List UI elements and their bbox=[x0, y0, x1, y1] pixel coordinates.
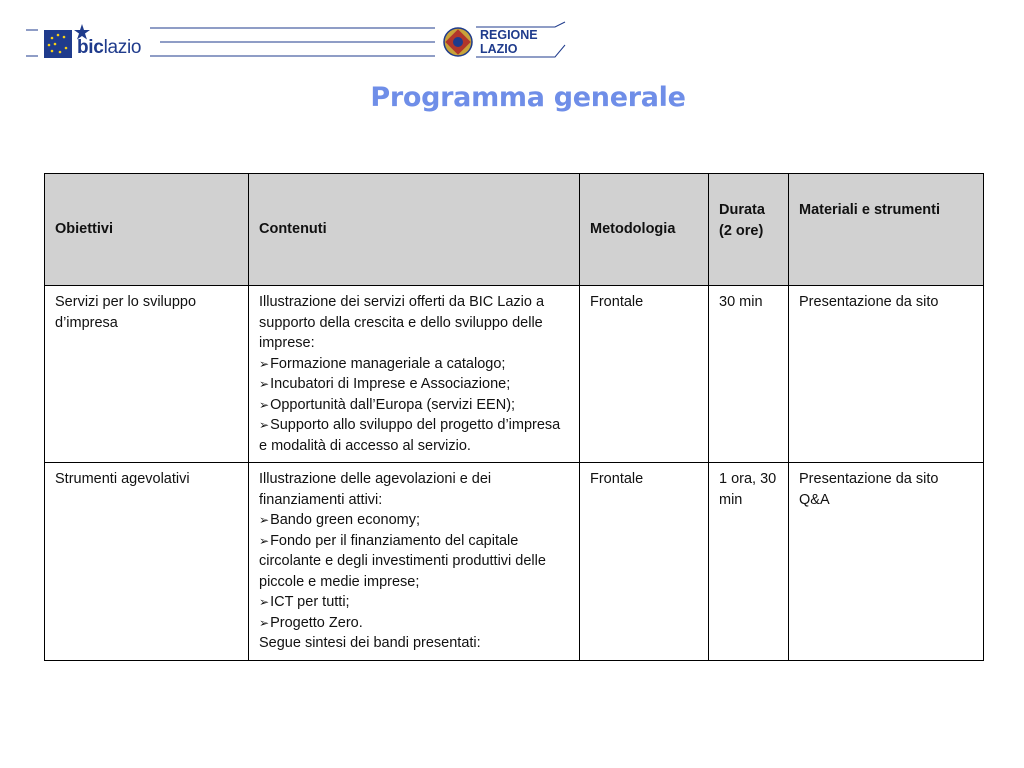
contenuti-intro: Illustrazione delle agevolazioni e dei finanziamenti attivi: bbox=[259, 471, 492, 508]
cell-materiali bbox=[789, 286, 984, 463]
materiali-item: Q&A bbox=[799, 491, 830, 508]
cell-contenuti bbox=[249, 286, 580, 463]
table-header-row bbox=[45, 174, 984, 286]
cell-metodologia: Frontale bbox=[580, 286, 709, 463]
table-row bbox=[45, 286, 984, 463]
cell-materiali bbox=[789, 463, 984, 661]
header-materiali: Materiali e strumenti bbox=[789, 174, 984, 286]
regione-line2: LAZIO bbox=[480, 42, 518, 56]
contenuti-bullet: ➢ ICT per tutti; bbox=[259, 592, 570, 613]
header-obiettivi: Obiettivi bbox=[45, 174, 249, 286]
cell-durata: 1 ora, 30 min bbox=[709, 463, 789, 661]
header bbox=[0, 0, 1024, 80]
header-contenuti: Contenuti bbox=[249, 174, 580, 286]
bic-lazio-logo bbox=[77, 38, 141, 57]
cell-contenuti bbox=[249, 463, 580, 661]
cell-obiettivi: Servizi per lo sviluppo d’impresa bbox=[45, 286, 249, 463]
contenuti-intro: Illustrazione dei servizi offerti da BIC Lazio a supporto della crescita e dello sviluppo delle imprese: bbox=[259, 294, 545, 351]
materiali-item: Presentazione da sito bbox=[799, 471, 939, 487]
regione-lazio-emblem-icon bbox=[444, 28, 472, 56]
page-title: Programma generale bbox=[370, 82, 686, 113]
cell-obiettivi: Strumenti agevolativi bbox=[45, 463, 249, 661]
bic-logo-rest: lazio bbox=[103, 37, 142, 58]
cell-durata: 30 min bbox=[709, 286, 789, 463]
contenuti-outro: Segue sintesi dei bandi presentati: bbox=[259, 635, 481, 651]
contenuti-bullet: ➢ Supporto allo sviluppo del progetto d’impresa e modalità di accesso al servizio. bbox=[259, 415, 570, 456]
contenuti-bullet: ➢ Bando green economy; bbox=[259, 510, 570, 531]
contenuti-bullet: ➢ Opportunità dall’Europa (servizi EEN); bbox=[259, 395, 570, 416]
header-durata: Durata (2 ore) bbox=[709, 174, 789, 286]
header-metodologia: Metodologia bbox=[580, 174, 709, 286]
cell-metodologia: Frontale bbox=[580, 463, 709, 661]
contenuti-bullet: ➢ Progetto Zero. bbox=[259, 613, 570, 634]
table-row bbox=[45, 463, 984, 661]
contenuti-bullet: ➢ Incubatori di Imprese e Associazione; bbox=[259, 374, 570, 395]
contenuti-bullet: ➢ Formazione manageriale a catalogo; bbox=[259, 354, 570, 375]
regione-line1: REGIONE bbox=[480, 28, 538, 42]
regione-lazio-logo bbox=[480, 28, 538, 56]
program-table bbox=[44, 173, 984, 661]
contenuti-bullet: ➢ Fondo per il finanziamento del capitale circolante e degli investimenti produttivi delle piccole e medie imprese; bbox=[259, 531, 570, 593]
materiali-item: Presentazione da sito bbox=[799, 294, 939, 310]
bic-logo-bold: bic bbox=[77, 37, 104, 58]
